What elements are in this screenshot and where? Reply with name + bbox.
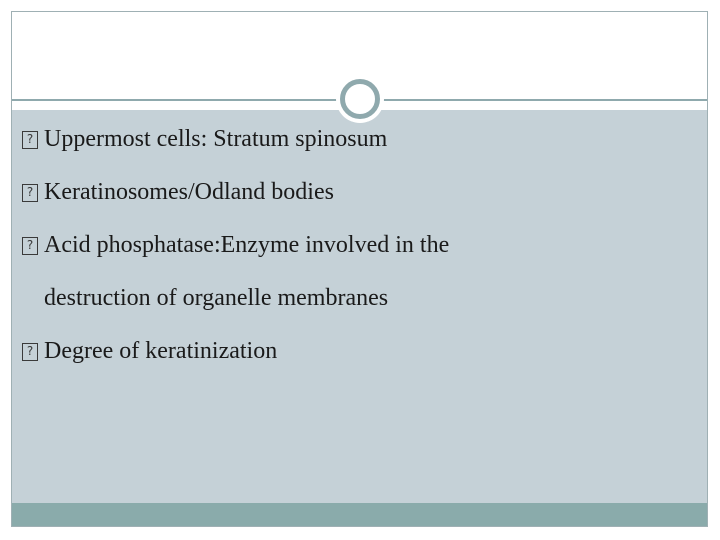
bullet-list [22, 125, 672, 390]
missing-glyph-icon: ? [22, 131, 38, 149]
footer-bar [12, 503, 707, 527]
bullet-item [22, 178, 672, 206]
missing-glyph-icon: ? [22, 237, 38, 255]
bullet-item [22, 125, 672, 153]
bullet-text-line-1: Acid phosphatase:Enzyme involved in the [44, 232, 450, 258]
bullet-item [22, 337, 672, 365]
bullet-text: Keratinosomes/Odland bodies [44, 179, 334, 205]
missing-glyph-icon: ? [22, 184, 38, 202]
circle-ornament-icon [340, 79, 380, 119]
bullet-text: Degree of keratinization [44, 338, 278, 364]
bullet-item [22, 231, 672, 312]
bullet-text: Uppermost cells: Stratum spinosum [44, 126, 388, 152]
missing-glyph-icon: ? [22, 343, 38, 361]
bullet-text-line-2: destruction of organelle membranes [44, 285, 389, 311]
